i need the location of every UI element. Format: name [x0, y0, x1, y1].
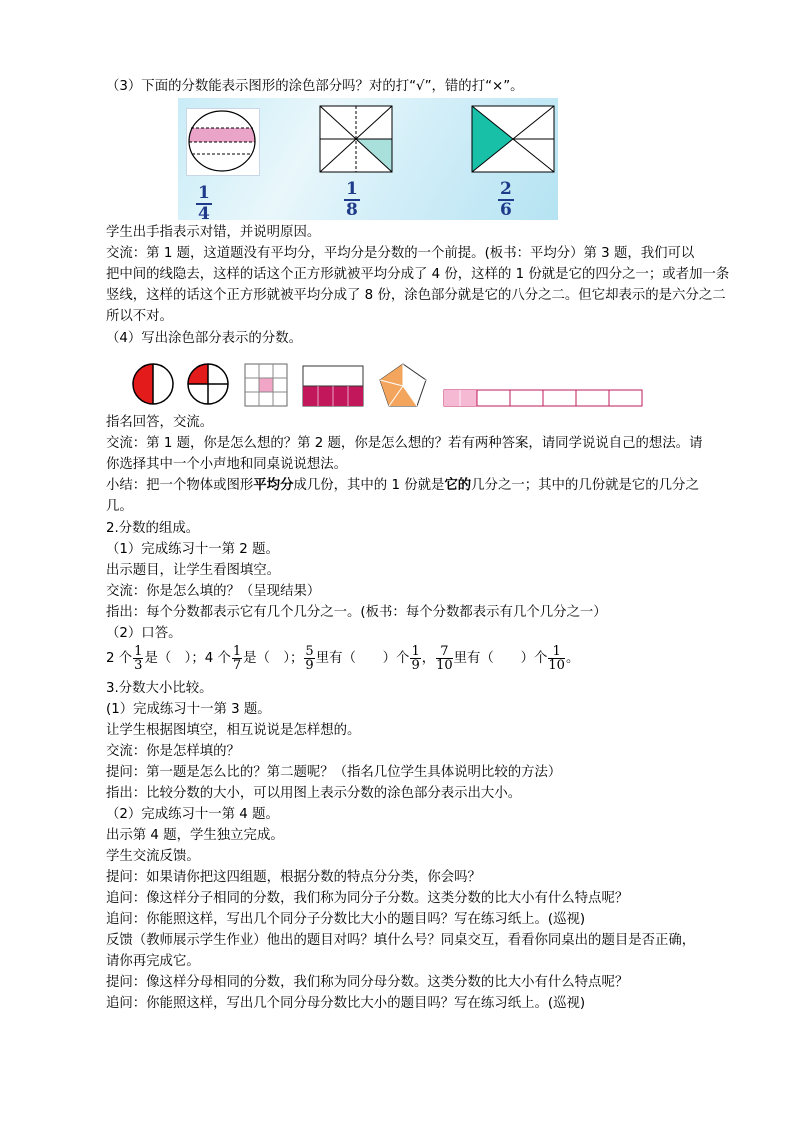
square-eighths-figure [320, 106, 392, 172]
question-4: （4）写出涂色部分表示的分数。 [106, 331, 302, 346]
text-line: 把中间的线隐去，这样的话这个正方形就被平均分成了 4 份，这样的 1 份就是它的四分之一；或者加一条 [106, 267, 730, 282]
text-line: 追问：你能照这样，写出几个同分子分数比大小的题目吗？写在练习纸上。(巡视) [106, 912, 586, 927]
text-line: 学生出手指表示对错，并说明原因。 [106, 225, 321, 240]
text-line: 指名回答，交流。 [106, 415, 214, 430]
grid-ninths-figure [245, 364, 287, 406]
text-line: 提问：第一题是怎么比的？第二题呢？（指名几位学生具体说明比较的方法） [106, 765, 562, 780]
question-3: （3）下面的分数能表示图形的涂色部分吗？对的打“√”，错的打“×”。 [106, 79, 524, 94]
text-line: 追问：像这样分子相同的分数，我们称为同分子分数。这类分数的比大小有什么特点呢？ [106, 891, 629, 906]
text-line: 提问：像这样分母相同的分数，我们称为同分母分数。这类分数的比大小有什么特点呢？ [106, 975, 629, 990]
section-2-title: 2.分数的组成。 [106, 521, 200, 536]
text-line: （2）完成练习十一第 4 题。 [106, 807, 279, 822]
text-line: 指出：比较分数的大小，可以用图上表示分数的涂色部分表示出大小。 [106, 786, 522, 801]
text-line: 反馈（教师展示学生作业）他出的题目对吗？填什么号？同桌交互，看看你同桌出的题目是否正确， [106, 933, 696, 948]
fraction: $\frac{1}{7}$ [232, 643, 242, 673]
text-line: 几。 [106, 499, 133, 514]
text-line: （1）完成练习十一第 2 题。 [106, 542, 279, 557]
fraction: $\frac{5}{9}$ [305, 643, 314, 673]
circle-half-figure [131, 362, 175, 406]
oral-questions: 2 个 $\frac{1}{3}$ 是（ ）；4 个 $\frac{1}{7}$ 是（ ）； $\frac{5}{9}$ 里有（ ）个 $\frac{1}{9}$ ， $\frac{7}{10}$ 里有（ ）个 $\frac{1}{10}$ 。 [106, 643, 580, 673]
banner-fraction-2: 1 8 [346, 179, 358, 220]
text-line: 你选择其中一个小声地和同桌说说想法。 [106, 457, 348, 472]
text-line: 交流：你是怎么填的？（呈现结果） [106, 584, 321, 599]
text-line: 追问：你能照这样，写出几个同分母分数比大小的题目吗？写在练习纸上。(巡视) [106, 996, 586, 1011]
text-line: 交流：你是怎样填的？ [106, 744, 240, 759]
text-line: 请你再完成它。 [106, 954, 200, 969]
bar-segments-figure [444, 390, 642, 406]
text-line: (1）完成练习十一第 3 题。 [106, 702, 271, 717]
fraction: $\frac{1}{9}$ [411, 643, 420, 673]
pentagon-figure [378, 362, 428, 408]
text-line: 学生交流反馈。 [106, 849, 200, 864]
text-line: 交流：第 1 题，你是怎么想的？第 2 题，你是怎么想的？若有两种答案，请同学说说自己的想法。请 [106, 436, 703, 451]
text-line: 竖线，这样的话这个正方形就被平均分成了 8 份，涂色部分就是它的八分之二。但它却表示的是六分之二 [106, 288, 726, 303]
text-line: 出示题目，让学生看图填空。 [106, 563, 281, 578]
text-line: 交流：第 1 题，这道题没有平均分，平均分是分数的一个前提。(板书：平均分）第 3 题，我们可以 [106, 246, 695, 261]
rectangle-strip-figure [303, 366, 363, 406]
fraction: $\frac{7}{10}$ [436, 643, 453, 673]
text-line: 出示第 4 题，学生独立完成。 [106, 828, 284, 843]
section-3-title: 3.分数大小比较。 [106, 681, 213, 696]
text-line: 让学生根据图填空，相互说说是怎样想的。 [106, 723, 361, 738]
text-line: 所以不对。 [106, 309, 173, 324]
text-line: 指出：每个分数都表示它有几个几分之一。(板书：每个分数都表示有几个几分之一） [106, 605, 607, 620]
summary-line: 小结：把一个物体或图形平均分成几份，其中的 1 份就是它的几分之一；其中的几份就是它的几分之 [106, 478, 699, 493]
fraction: $\frac{1}{3}$ [134, 643, 143, 673]
text-line: （2）口答。 [106, 626, 182, 641]
circle-quarter-figure [186, 362, 230, 406]
ellipse-figure [186, 108, 258, 174]
fraction: $\frac{1}{10}$ [548, 643, 565, 673]
square-sixths-figure [472, 106, 554, 172]
banner-fraction-3: 2 6 [500, 179, 512, 220]
text-line: 提问：如果请你把这四组题，根据分数的特点分分类，你会吗？ [106, 870, 481, 885]
banner-fraction-1: 1 4 [198, 183, 210, 224]
question-3-figure [178, 98, 558, 224]
